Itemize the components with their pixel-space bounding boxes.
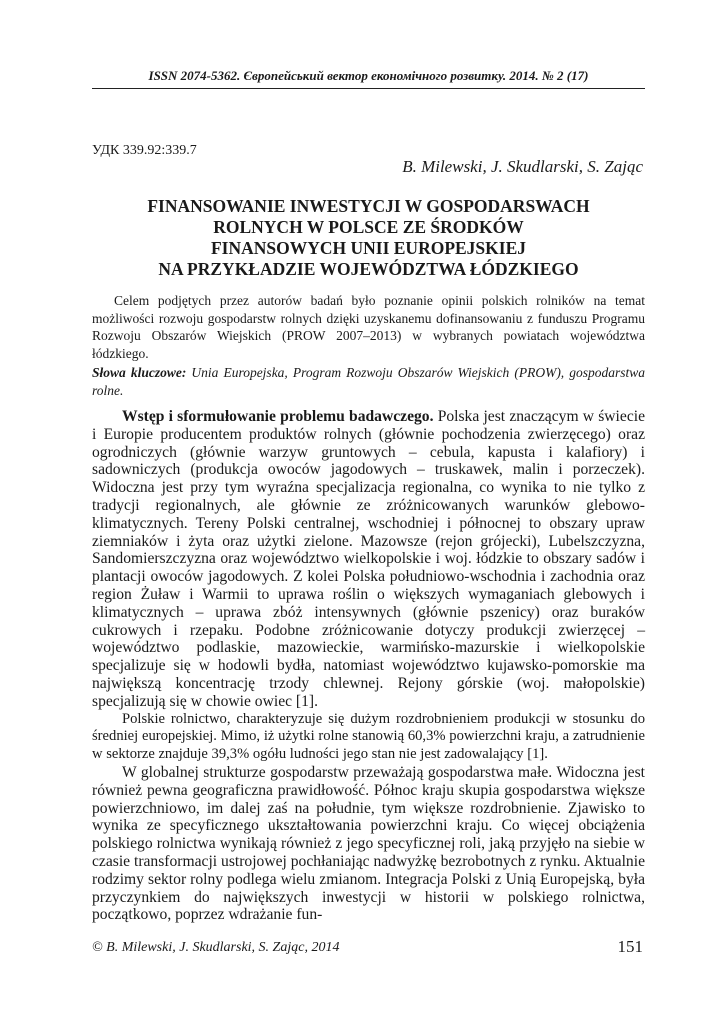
- title-line: NA PRZYKŁADZIE WOJEWÓDZTWA ŁÓDZKIEGO: [158, 259, 579, 279]
- header-divider: [92, 88, 645, 89]
- paragraph-text: Polska jest znaczącym w świecie i Europie producentem produktów rolnych (głównie pochodzenia zwierzęcego) oraz ogrodniczych (głównie warzyw gruntowych – cebula, kapusta i kalafiory) i sadowniczych (produkcja owoców jagodowych – truskawek, malin i porzeczek). Widoczna jest przy tym wyraźna specjalizacja regionalna, co wynika to nie tylko z tradycji regionalnych, ale głównie ze zróżnicowanych warunków glebowo-klimatycznych. Tereny Polski centralnej, wschodniej i północnej to obszary upraw ziemniaków i żyta oraz użytki zielone. Mazowsze (rejon grójecki), Lubelszczyzna, Sandomierszczyzna oraz województwo wielkopolskie i woj. łódzkie to obszary sadów i plantacji owoców jagodowych. Z kolei Polska południowo-wschodnia i zachodnia oraz region Żuław i Warmii to uprawa roślin o większych wymaganiach glebowych i klimatycznych – uprawa zbóż intensywnych (głównie pszenicy) oraz buraków cukrowych i rzepaku. Podobne zróżnicowanie dotyczy produkcji zwierzęcej – województwo podlaskie, mazowieckie, warmińsko-mazurskie i wielkopolskie specjalizuje się w hodowli bydła, natomiast województwo kujawsko-pomorskie ma największą koncentrację trzody chlewnej. Rejony górskie (woj. małopolskie) specjalizują się w chowie owiec [1].: [92, 408, 645, 710]
- paragraph: W globalnej strukturze gospodarstw przeważają gospodarstwa małe. Widoczna jest również pewna geograficzna prawidłowość. Północ kraju skupia gospodarstwa większe powierzchniowo, im dalej zaś na południe, tym większe rozdrobnienie. Zjawisko to wynika ze specyficznego ukształtowania powierzchni kraju. Co więcej obciążenia polskiego rolnictwa wynikają również z jego specyficznej roli, jaką przyjęło na siebie w czasie transformacji ustrojowej pochłaniając nadwyżkę bezrobotnych z rynku. Aktualnie rodzimy sektor rolny podlega wielu zmianom. Integracja Polski z Unią Europejską, była przyczynkiem do największych inwestycji w historii w polskiego rolnictwa, początkowo, poprzez wdrażanie fun-: [92, 763, 645, 924]
- body-text: [92, 408, 645, 924]
- running-head: ISSN 2074-5362. Європейський вектор економічного розвитку. 2014. № 2 (17): [148, 68, 589, 83]
- article-title: [92, 196, 645, 280]
- abstract-text: Celem podjętych przez autorów badań było poznanie opinii polskich rolników na temat możliwości rozwoju gospodarstw rolnych dzięki uzyskanemu dofinansowaniu z funduszu Programu Rozwoju Obszarów Wiejskich (PROW 2007–2013) w wybranych powiatach województwa łódzkiego.: [92, 293, 645, 361]
- paragraph: Polskie rolnictwo, charakteryzuje się dużym rozdrobnieniem produkcji w stosunku do średniej europejskiej. Mimo, iż użytki rolne stanowią 60,3% powierzchni kraju, a zatrudnienie w sektorze znajduje 39,3% ogółu ludności jego stan nie jest zadowalający [1].: [92, 710, 645, 763]
- page-number: 151: [617, 937, 643, 956]
- keywords: [92, 364, 645, 399]
- title-line: FINANSOWANIE INWESTYCJI W GOSPODARSWACH: [147, 196, 590, 216]
- authors: B. Milewski, J. Skudlarski, S. Zając: [402, 157, 643, 176]
- keywords-label: Słowa kluczowe:: [92, 365, 187, 380]
- title-line: FINANSOWYCH UNII EUROPEJSKIEJ: [210, 238, 527, 258]
- abstract: [92, 292, 645, 362]
- keywords-list: Unia Europejska, Program Rozwoju Obszarów Wiejskich (PROW), gospodarstwa rolne.: [92, 365, 646, 398]
- title-line: ROLNYCH W POLSCE ZE ŚRODKÓW: [213, 217, 524, 237]
- copyright: © B. Milewski, J. Skudlarski, S. Zając, 2014: [92, 940, 340, 955]
- paragraph-intro: [92, 408, 645, 711]
- section-heading: Wstęp i sformułowanie problemu badawczego.: [122, 408, 434, 425]
- udc-code: УДК 339.92:339.7: [92, 143, 197, 158]
